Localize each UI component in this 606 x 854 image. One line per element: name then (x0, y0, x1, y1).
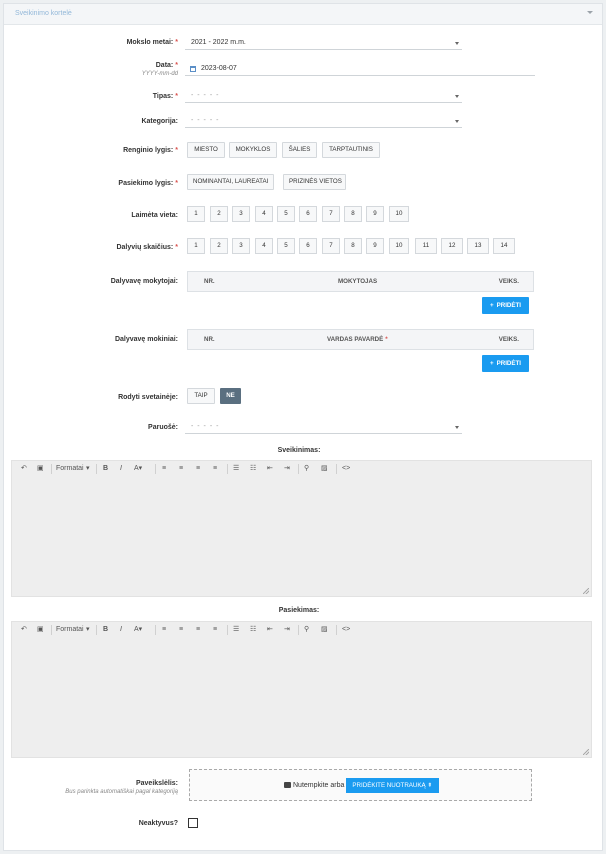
toolbar-separator (227, 464, 228, 474)
prepared-by-label: Paruošė: (148, 424, 178, 431)
col-actions: VEIKS. (498, 336, 519, 343)
participants-option-1[interactable]: 1 (187, 238, 205, 254)
date-field[interactable] (185, 62, 535, 76)
place-won-option-3[interactable]: 3 (232, 206, 250, 222)
toolbar-separator (336, 625, 337, 635)
inactive-label: Neaktyvus? (138, 820, 178, 827)
achievement-editor[interactable] (11, 621, 592, 758)
undo-icon[interactable]: ↶ (21, 465, 27, 472)
chevron-down-icon: ▾ (86, 465, 90, 472)
prepared-by-select[interactable] (185, 420, 462, 434)
image-icon[interactable]: ▨ (321, 626, 328, 633)
inactive-checkbox[interactable] (188, 818, 198, 828)
link-icon[interactable]: ⚲ (304, 626, 310, 633)
participants-option-11[interactable]: 11 (415, 238, 437, 254)
numbered-list-icon[interactable]: ☷ (250, 465, 257, 472)
type-select[interactable] (185, 89, 462, 103)
align-right-icon[interactable]: ≡ (196, 626, 201, 633)
plus-icon: + (489, 302, 494, 309)
toolbar-separator (227, 625, 228, 635)
bullet-list-icon[interactable]: ☰ (233, 626, 240, 633)
place-won-option-10[interactable]: 10 (389, 206, 409, 222)
achievement-level-label: Pasiekimo lygis: * (118, 180, 178, 187)
event-level-option[interactable]: TARPTAUTINIS (322, 142, 380, 158)
prepared-by-placeholder: - - - - - (191, 423, 220, 430)
toolbar-separator (155, 625, 156, 635)
participants-option-6[interactable]: 6 (299, 238, 317, 254)
indent-icon[interactable]: ⇥ (284, 626, 290, 633)
outdent-icon[interactable]: ⇤ (267, 626, 273, 633)
align-center-icon[interactable]: ≡ (179, 626, 184, 633)
indent-icon[interactable]: ⇥ (284, 465, 290, 472)
toolbar-separator (298, 625, 299, 635)
participants-option-2[interactable]: 2 (210, 238, 228, 254)
resize-handle-icon[interactable] (583, 588, 589, 594)
col-student-name: VARDAS PAVARDĖ * (327, 336, 388, 343)
chevron-down-icon (455, 95, 459, 98)
formats-dropdown[interactable]: Formatai (56, 626, 84, 633)
show-on-site-label: Rodyti svetainėje: (118, 394, 178, 401)
type-placeholder: - - - - - (191, 92, 220, 99)
place-won-option-4[interactable]: 4 (255, 206, 273, 222)
greeting-editor[interactable] (11, 460, 592, 597)
calendar-icon (190, 66, 196, 72)
participants-option-10[interactable]: 10 (389, 238, 409, 254)
align-right-icon[interactable]: ≡ (196, 465, 201, 472)
place-won-option-2[interactable]: 2 (210, 206, 228, 222)
add-student-button[interactable]: + PRIDĖTI (482, 355, 529, 372)
school-year-label: Mokslo metai: * (126, 39, 178, 46)
dropzone-text: Nutempkite arba (284, 782, 344, 789)
school-year-select[interactable] (185, 36, 462, 50)
participants-option-12[interactable]: 12 (441, 238, 463, 254)
chevron-down-icon: ▾ (86, 626, 90, 633)
chevron-down-icon (455, 426, 459, 429)
paste-icon[interactable]: ▣ (37, 626, 44, 633)
event-level-option[interactable]: MIESTO (187, 142, 225, 158)
chevron-down-icon[interactable] (587, 11, 593, 14)
chevron-down-icon (455, 42, 459, 45)
toolbar-separator (51, 464, 52, 474)
align-center-icon[interactable]: ≡ (179, 465, 184, 472)
image-dropzone[interactable] (189, 769, 532, 801)
formats-dropdown[interactable]: Formatai (56, 465, 84, 472)
place-won-option-1[interactable]: 1 (187, 206, 205, 222)
show-on-site-yes[interactable]: TAIP (187, 388, 215, 404)
bullet-list-icon[interactable]: ☰ (233, 465, 240, 472)
students-table-header (187, 329, 534, 350)
students-label: Dalyvavę mokiniai: (114, 336, 178, 343)
align-justify-icon[interactable]: ≡ (213, 626, 218, 633)
upload-photo-button[interactable]: PRIDĖKITE NUOTRAUKĄ ⇞ (346, 778, 439, 793)
add-teacher-button[interactable]: + PRIDĖTI (482, 297, 529, 314)
date-value: 2023-08-07 (201, 65, 237, 72)
participants-option-3[interactable]: 3 (232, 238, 250, 254)
text-color-icon[interactable]: A▾ (134, 626, 143, 633)
numbered-list-icon[interactable]: ☷ (250, 626, 257, 633)
image-icon[interactable]: ▨ (321, 465, 328, 472)
col-nr: NR. (204, 278, 215, 285)
toolbar-separator (336, 464, 337, 474)
plus-icon: + (489, 360, 494, 367)
category-label: Kategorija: (141, 118, 178, 125)
code-icon[interactable]: <> (342, 465, 351, 472)
participants-option-13[interactable]: 13 (467, 238, 489, 254)
col-nr: NR. (204, 336, 215, 343)
bold-icon[interactable]: B (103, 626, 109, 633)
participants-option-7[interactable]: 7 (322, 238, 340, 254)
italic-icon[interactable]: I (120, 465, 122, 472)
participants-option-8[interactable]: 8 (344, 238, 362, 254)
greeting-toolbar (12, 461, 591, 477)
code-icon[interactable]: <> (342, 626, 351, 633)
participants-count-label: Dalyvių skaičius: * (116, 244, 178, 251)
image-icon (284, 782, 291, 788)
paste-icon[interactable]: ▣ (37, 465, 44, 472)
date-format-hint: YYYY-mm-dd (141, 71, 178, 77)
toolbar-separator (298, 464, 299, 474)
toolbar-separator (96, 625, 97, 635)
align-justify-icon[interactable]: ≡ (213, 465, 218, 472)
category-select[interactable] (185, 114, 462, 128)
undo-icon[interactable]: ↶ (21, 626, 27, 633)
panel-header[interactable] (4, 4, 602, 25)
text-color-icon[interactable]: A▾ (134, 465, 143, 472)
achievement-toolbar (12, 622, 591, 638)
bold-icon[interactable]: B (103, 465, 109, 472)
achievement-level-option[interactable]: PRIZINĖS VIETOS (283, 174, 346, 190)
chevron-down-icon (455, 120, 459, 123)
participants-option-14[interactable]: 14 (493, 238, 515, 254)
align-left-icon[interactable]: ≡ (162, 626, 167, 633)
place-won-option-7[interactable]: 7 (322, 206, 340, 222)
place-won-option-9[interactable]: 9 (366, 206, 384, 222)
type-label: Tipas: * (152, 93, 178, 100)
place-won-option-8[interactable]: 8 (344, 206, 362, 222)
achievement-level-option[interactable]: NOMINANTAI, LAUREATAI (187, 174, 274, 190)
teachers-table-header (187, 271, 534, 292)
place-won-option-6[interactable]: 6 (299, 206, 317, 222)
col-teacher: MOKYTOJAS (338, 278, 378, 285)
link-icon[interactable]: ⚲ (304, 465, 310, 472)
date-label: Data: * (155, 62, 178, 69)
category-placeholder: - - - - - (191, 117, 220, 124)
event-level-option[interactable]: MOKYKLOS (229, 142, 277, 158)
achievement-title: Pasiekimas: (278, 607, 320, 614)
participants-option-9[interactable]: 9 (366, 238, 384, 254)
participants-option-4[interactable]: 4 (255, 238, 273, 254)
participants-option-5[interactable]: 5 (277, 238, 295, 254)
col-actions: VEIKS. (498, 278, 519, 285)
event-level-option[interactable]: ŠALIES (282, 142, 317, 158)
panel-title: Sveikinimo kortelė (15, 10, 72, 17)
place-won-label: Laimėta vieta: (131, 212, 178, 219)
upload-icon: ⇞ (427, 782, 433, 789)
toolbar-separator (96, 464, 97, 474)
outdent-icon[interactable]: ⇤ (267, 465, 273, 472)
school-year-value: 2021 - 2022 m.m. (191, 39, 246, 46)
image-label: Paveikslėlis: (135, 780, 178, 787)
align-left-icon[interactable]: ≡ (162, 465, 167, 472)
show-on-site-no[interactable]: NE (220, 388, 241, 404)
toolbar-separator (155, 464, 156, 474)
place-won-option-5[interactable]: 5 (277, 206, 295, 222)
italic-icon[interactable]: I (120, 626, 122, 633)
greeting-title: Sveikinimas: (277, 447, 321, 454)
event-level-label: Renginio lygis: * (123, 147, 178, 154)
teachers-label: Dalyvavę mokytojai: (110, 278, 178, 285)
resize-handle-icon[interactable] (583, 749, 589, 755)
toolbar-separator (51, 625, 52, 635)
image-hint: Bus parinkta automatiškai pagal kategoriją (65, 789, 178, 795)
